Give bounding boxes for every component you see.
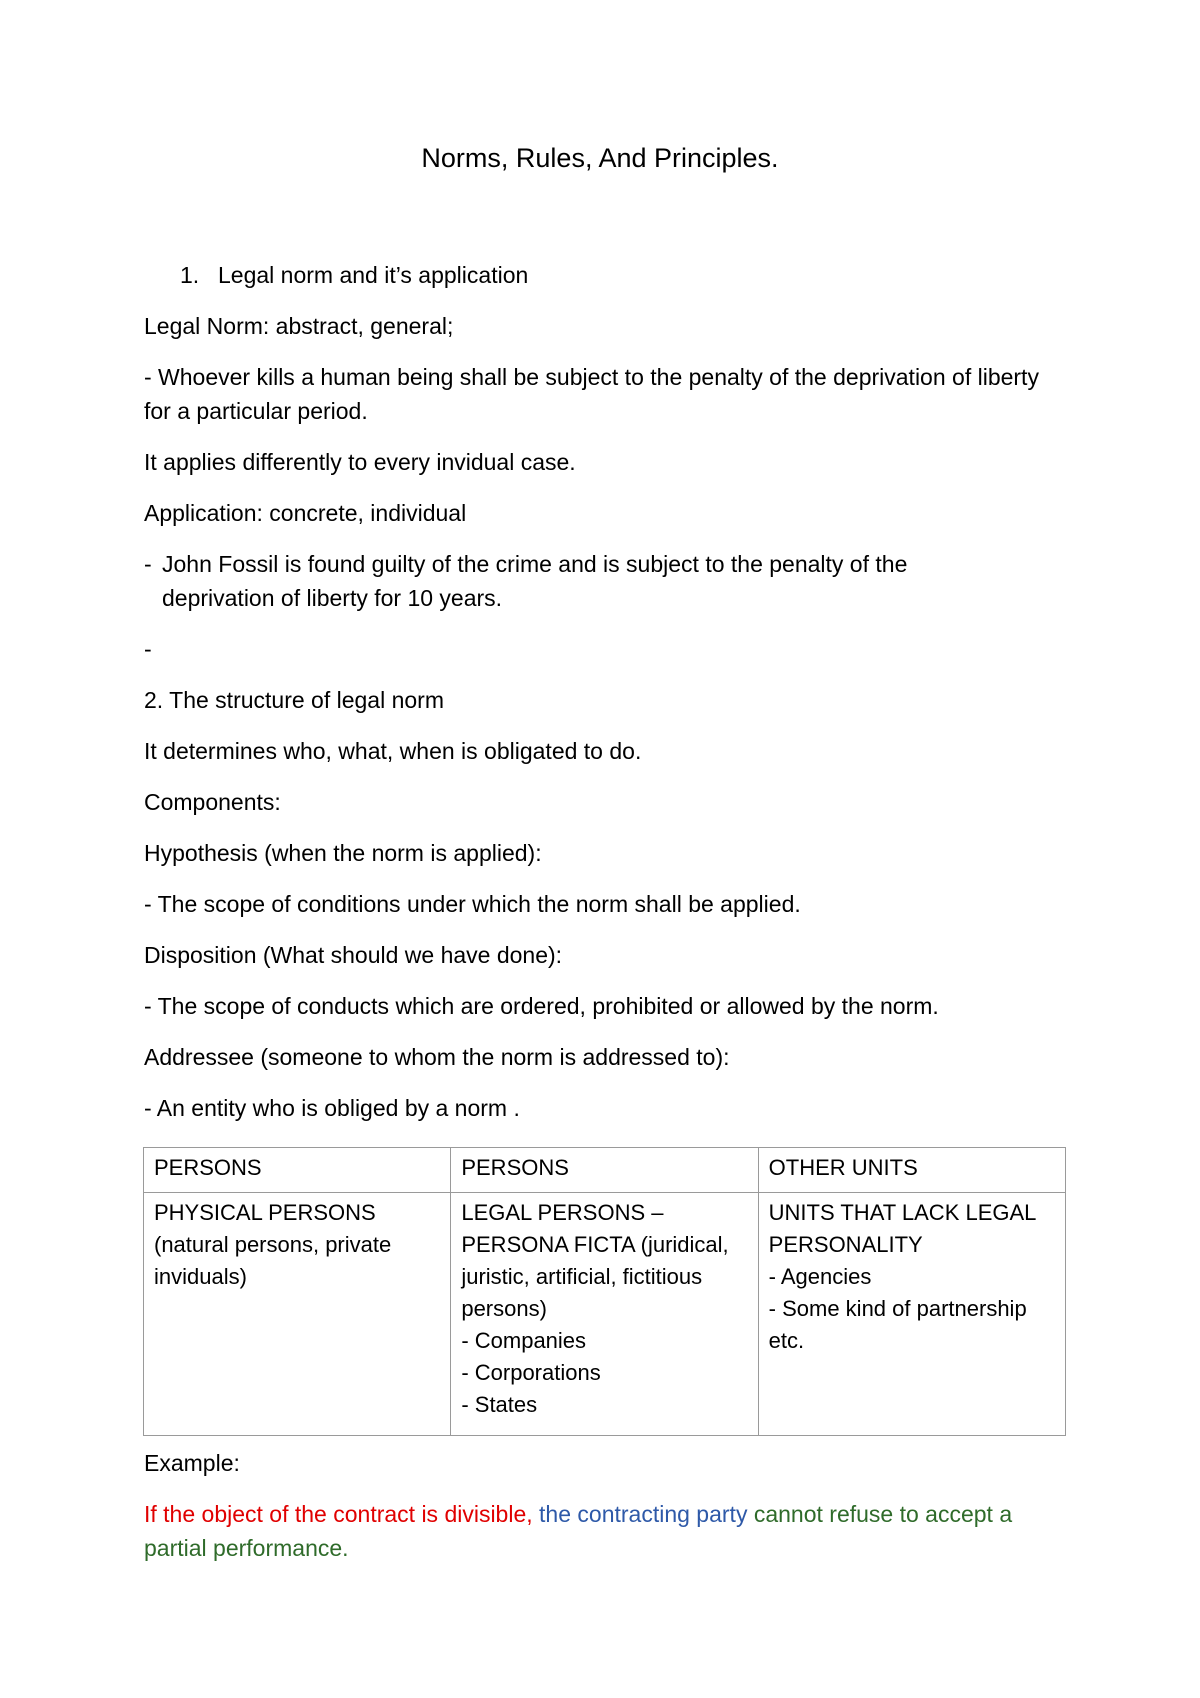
norm-example: - Whoever kills a human being shall be subject to the penalty of the deprivation of liberty for a particular period. xyxy=(144,364,1039,424)
applies-line: It applies differently to every invidual case. xyxy=(144,449,576,475)
section1-heading-text: Legal norm and it’s application xyxy=(218,262,529,288)
cell-text: - Corporations xyxy=(461,1360,601,1385)
legal-persons-cell xyxy=(451,1193,758,1436)
addressee-desc: - An entity who is obliged by a norm . xyxy=(144,1095,520,1121)
cell-text: - States xyxy=(461,1392,538,1417)
cell-text: - Companies xyxy=(461,1328,587,1353)
hypothesis-desc: - The scope of conditions under which the norm shall be applied. xyxy=(144,891,801,917)
table-header-row xyxy=(144,1148,1066,1193)
section2-heading: 2. The structure of legal norm xyxy=(144,687,444,713)
components-label: Components: xyxy=(144,789,281,815)
example-addressee: the contracting party xyxy=(539,1501,748,1527)
application-example xyxy=(144,547,974,615)
example-label: Example: xyxy=(144,1450,240,1476)
cell-text: - Agencies xyxy=(768,1264,872,1289)
cell-text: LEGAL PERSONS – PERSONA FICTA (juridical, juristic, artificial, fictitious persons) xyxy=(461,1200,729,1321)
cell-text: PHYSICAL PERSONS (natural persons, private inviduals) xyxy=(154,1200,392,1289)
section1-heading xyxy=(180,258,1100,292)
example-condition: If the object of the contract is divisible, xyxy=(144,1501,533,1527)
table-row xyxy=(144,1193,1066,1436)
physical-persons-cell xyxy=(144,1193,451,1436)
application-line: Application: concrete, individual xyxy=(144,500,467,526)
example-sentence xyxy=(144,1497,1064,1565)
determines-line: It determines who, what, when is obligated to do. xyxy=(144,738,642,764)
disposition-desc: - The scope of conducts which are ordered, prohibited or allowed by the norm. xyxy=(144,993,939,1019)
addressee-label: Addressee (someone to whom the norm is addressed to): xyxy=(144,1044,730,1070)
legal-norm-line: Legal Norm: abstract, general; xyxy=(144,313,454,339)
document-title: Norms, Rules, And Principles. xyxy=(421,143,779,173)
stray-dash: - xyxy=(144,636,152,662)
persons-table xyxy=(143,1147,1066,1436)
cell-text: - Some kind of partnership etc. xyxy=(768,1296,1027,1353)
table-header-cell: OTHER UNITS xyxy=(758,1148,1065,1193)
table-header-cell: PERSONS xyxy=(144,1148,451,1193)
other-units-cell xyxy=(758,1193,1065,1436)
bullet-dash: - xyxy=(144,551,152,577)
table-header-cell: PERSONS xyxy=(451,1148,758,1193)
example-disposition: cannot refuse to accept a partial performance. xyxy=(144,1501,1013,1561)
cell-text: UNITS THAT LACK LEGAL PERSONALITY xyxy=(768,1200,1036,1257)
section1-number: 1. xyxy=(180,262,200,288)
disposition-label: Disposition (What should we have done): xyxy=(144,942,563,968)
hypothesis-label: Hypothesis (when the norm is applied): xyxy=(144,840,542,866)
application-example-text: John Fossil is found guilty of the crime and is subject to the penalty of the deprivation of liberty for 10 years. xyxy=(162,551,908,611)
